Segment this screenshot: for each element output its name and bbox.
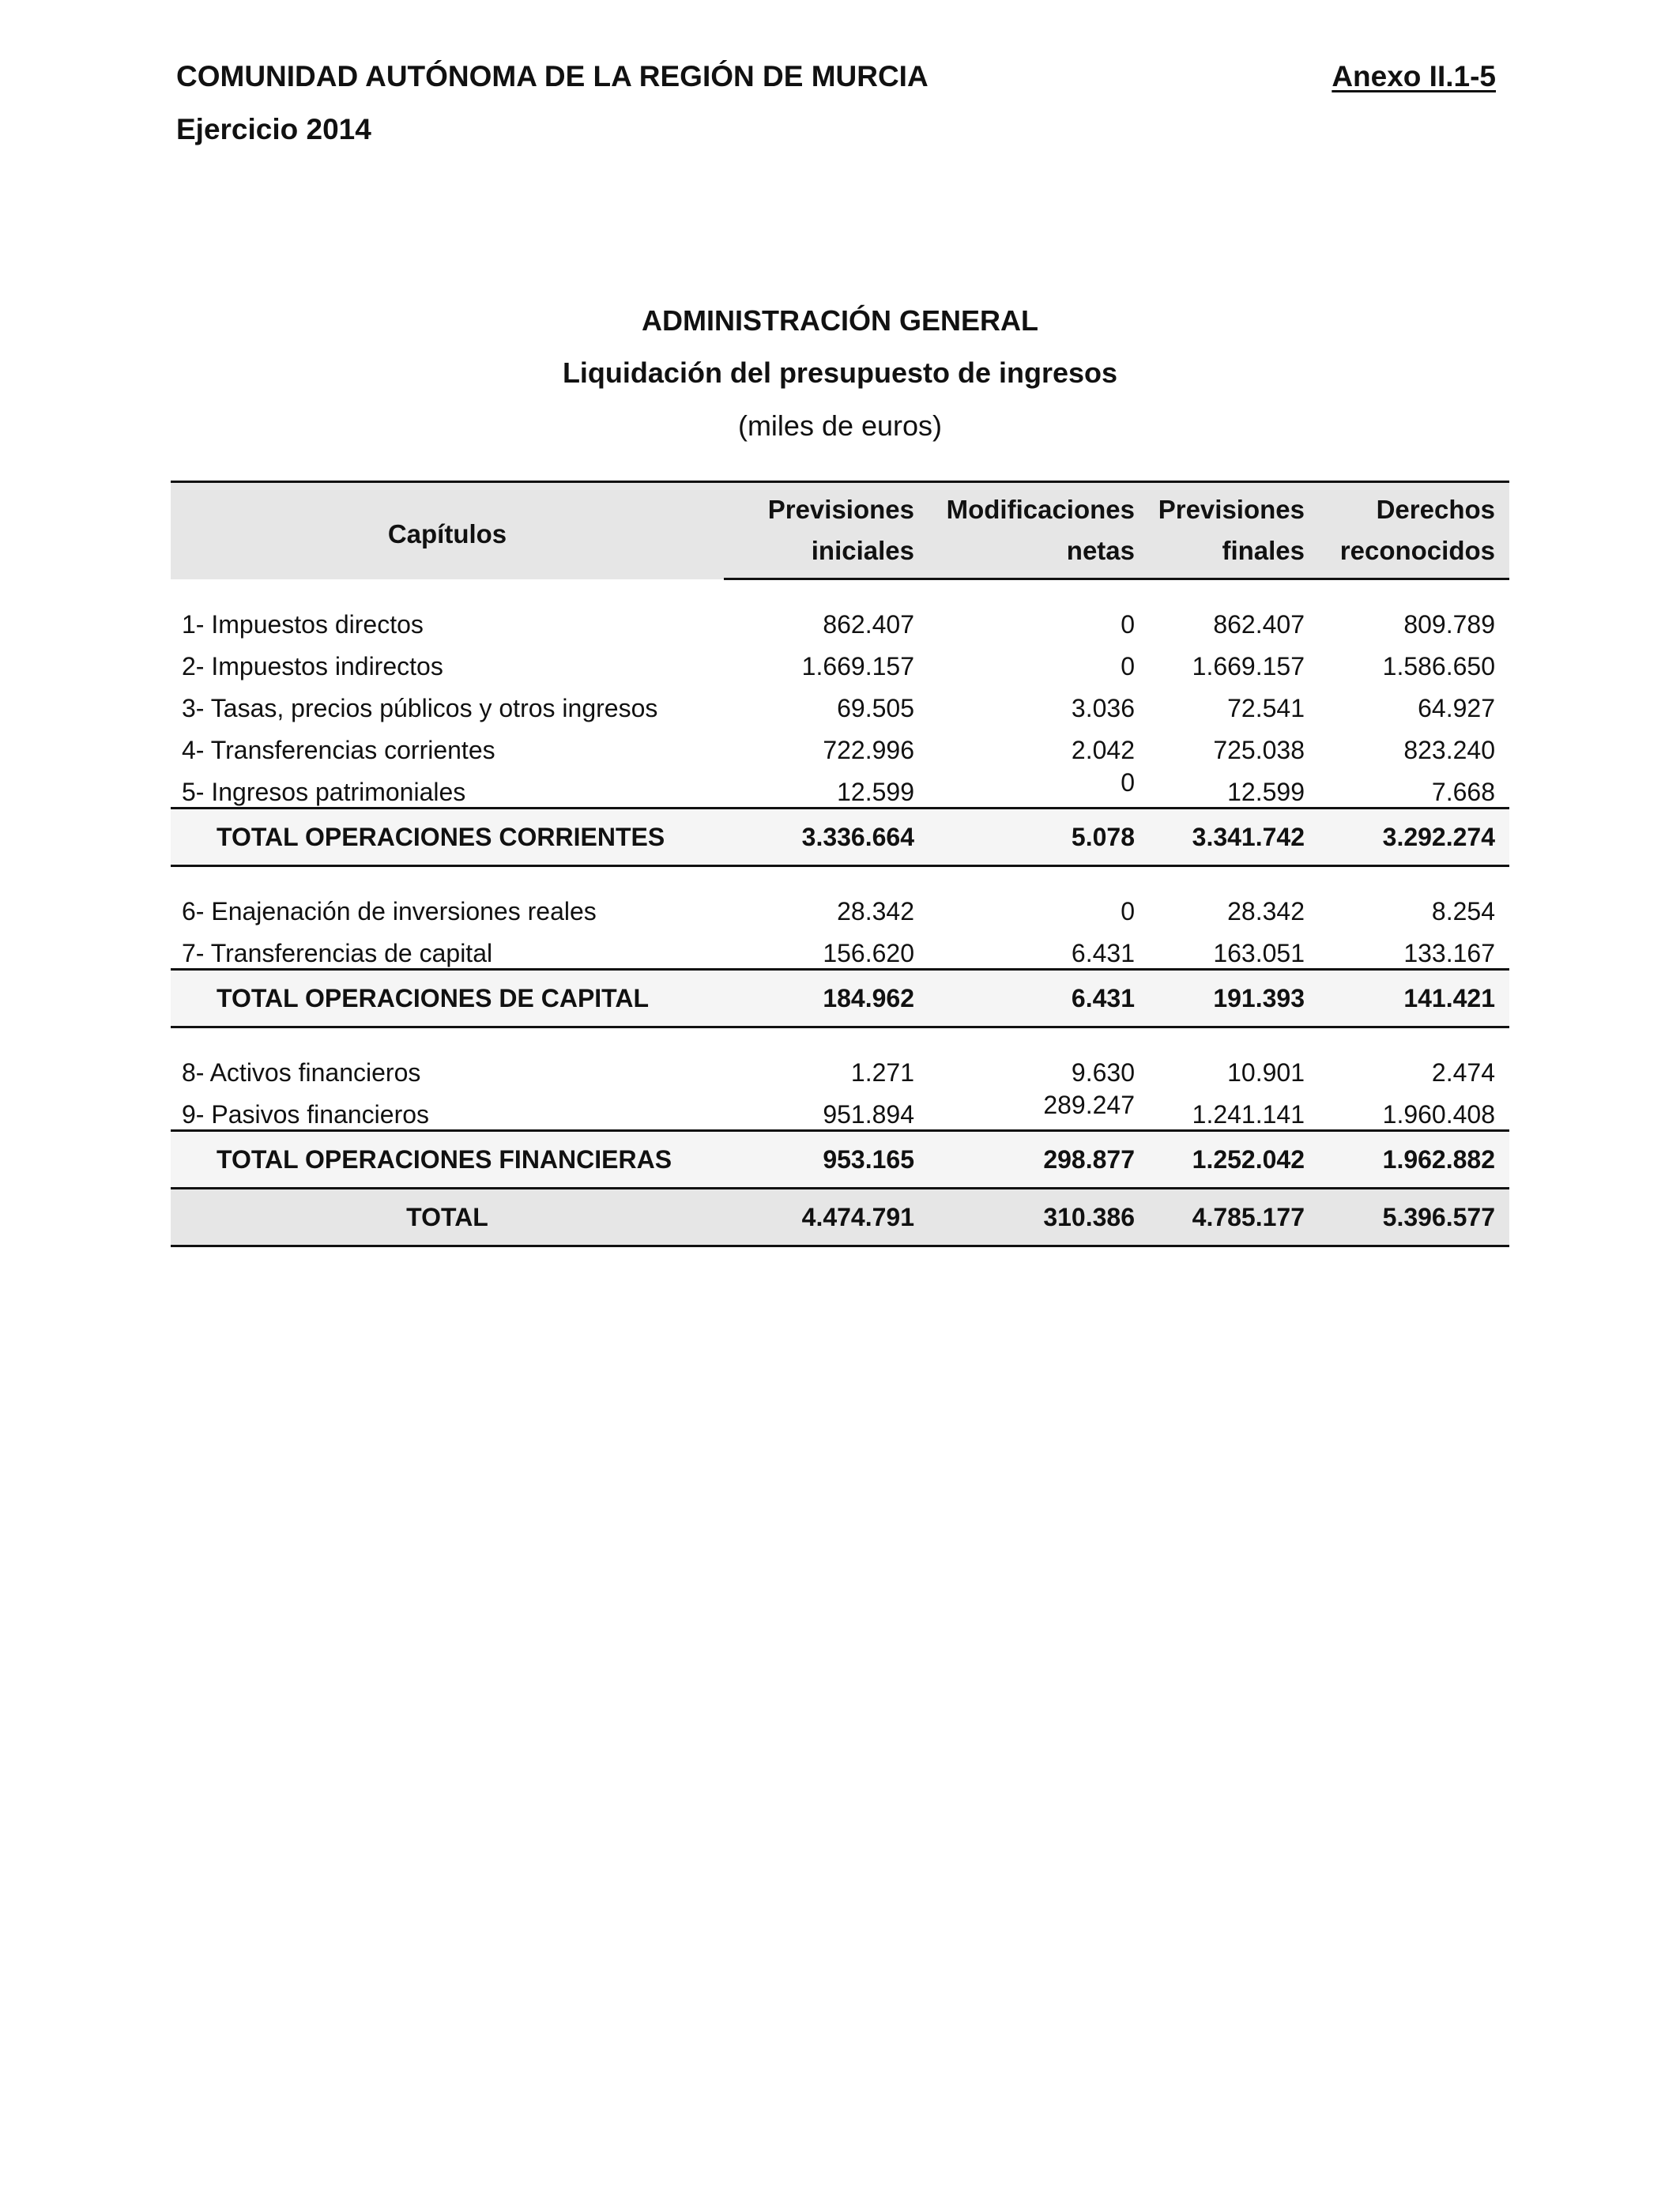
changes-value: 0: [1121, 610, 1135, 639]
initial-value: 3.336.664: [724, 809, 929, 866]
initial-value: 156.620: [823, 939, 914, 967]
subtotal-row-financial: [171, 1131, 1509, 1189]
grand-total-row: [171, 1189, 1509, 1246]
final-value: 1.252.042: [1149, 1131, 1319, 1189]
column-header-changes-line2: netas: [929, 530, 1149, 579]
final-value: 28.342: [1227, 897, 1305, 925]
column-header-final-line2: finales: [1149, 530, 1319, 579]
table-row: [171, 639, 1509, 681]
table-row: [171, 1046, 1509, 1088]
subtotal-row-current: [171, 809, 1509, 866]
column-header-initial: Previsiones: [724, 482, 929, 531]
subtotal-label: TOTAL OPERACIONES FINANCIERAS: [171, 1131, 724, 1189]
table-row: [171, 884, 1509, 926]
column-header-rights-line2: reconocidos: [1319, 530, 1509, 579]
initial-value: 69.505: [837, 694, 914, 722]
chapter-label: 9- Pasivos financieros: [182, 1100, 430, 1129]
changes-value-text: 289.247: [1043, 1091, 1135, 1119]
organization-name: COMUNIDAD AUTÓNOMA DE LA REGIÓN DE MURCIA: [176, 60, 929, 92]
final-value: 163.051: [1213, 939, 1305, 967]
column-header-chapter: Capítulos: [171, 482, 724, 579]
changes-value: 9.630: [1071, 1058, 1135, 1087]
rights-value: 823.240: [1403, 736, 1495, 764]
final-value: 862.407: [1213, 610, 1305, 639]
table-header-row: [171, 482, 1509, 531]
changes-value: 6.431: [929, 970, 1149, 1027]
column-header-initial-line2: iniciales: [724, 530, 929, 579]
initial-value: 28.342: [837, 897, 914, 925]
initial-value: 1.271: [850, 1058, 914, 1087]
revenue-budget-table: [171, 481, 1509, 1247]
rights-value: 1.962.882: [1319, 1131, 1509, 1189]
chapter-label: 5- Ingresos patrimoniales: [182, 778, 466, 806]
chapter-label: 7- Transferencias de capital: [182, 939, 493, 967]
rights-value: 2.474: [1431, 1058, 1495, 1087]
final-value: 725.038: [1213, 736, 1305, 764]
chapter-label: 2- Impuestos indirectos: [182, 652, 443, 680]
table-row: [171, 598, 1509, 639]
final-value: 191.393: [1149, 970, 1319, 1027]
table-row: [171, 765, 1509, 809]
changes-value: 2.042: [1071, 736, 1135, 764]
changes-value: 6.431: [1071, 939, 1135, 967]
changes-value-text: 0: [1121, 768, 1135, 797]
changes-value: 310.386: [929, 1189, 1149, 1246]
rights-value: 64.927: [1418, 694, 1495, 722]
column-header-final: Previsiones: [1149, 482, 1319, 531]
final-value: 4.785.177: [1149, 1189, 1319, 1246]
column-header-rights: Derechos: [1319, 482, 1509, 531]
chapter-label: 4- Transferencias corrientes: [182, 736, 495, 764]
table-row: [171, 926, 1509, 970]
report-subtitle: Liquidación del presupuesto de ingresos: [562, 356, 1118, 389]
chapter-label: 6- Enajenación de inversiones reales: [182, 897, 597, 925]
rights-value: 133.167: [1403, 939, 1495, 967]
initial-value: 862.407: [823, 610, 914, 639]
rights-value: 7.668: [1431, 778, 1495, 806]
changes-value: 0: [1121, 897, 1135, 925]
grand-total-label: TOTAL: [171, 1189, 724, 1246]
final-value: 3.341.742: [1149, 809, 1319, 866]
final-value: 72.541: [1227, 694, 1305, 722]
table-row: [171, 1088, 1509, 1131]
final-value: 1.241.141: [1192, 1100, 1305, 1129]
column-header-changes: Modificaciones: [929, 482, 1149, 531]
changes-value: 0: [1121, 652, 1135, 680]
final-value: 12.599: [1227, 778, 1305, 806]
subtotal-label: TOTAL OPERACIONES CORRIENTES: [171, 809, 724, 866]
changes-value: 5.078: [929, 809, 1149, 866]
annex-label: Anexo II.1-5: [1332, 60, 1496, 92]
report-title: ADMINISTRACIÓN GENERAL: [642, 304, 1038, 337]
subtotal-label: TOTAL OPERACIONES DE CAPITAL: [171, 970, 724, 1027]
final-value: 1.669.157: [1192, 652, 1305, 680]
rights-value: 5.396.577: [1319, 1189, 1509, 1246]
initial-value: 12.599: [837, 778, 914, 806]
initial-value: 953.165: [724, 1131, 929, 1189]
rights-value: 1.586.650: [1382, 652, 1495, 680]
fiscal-year: Ejercicio 2014: [176, 113, 371, 145]
rights-value: 809.789: [1403, 610, 1495, 639]
rights-value: 8.254: [1431, 897, 1495, 925]
changes-value: 3.036: [1071, 694, 1135, 722]
initial-value: 184.962: [724, 970, 929, 1027]
chapter-label: 8- Activos financieros: [182, 1058, 421, 1087]
rights-value: 3.292.274: [1319, 809, 1509, 866]
table-row: [171, 723, 1509, 765]
table-row: [171, 681, 1509, 723]
chapter-label: 3- Tasas, precios públicos y otros ingresos: [182, 694, 658, 722]
subtotal-row-capital: [171, 970, 1509, 1027]
changes-value: 298.877: [929, 1131, 1149, 1189]
initial-value: 4.474.791: [724, 1189, 929, 1246]
changes-value: [929, 1088, 1149, 1131]
initial-value: 1.669.157: [801, 652, 914, 680]
rights-value: 141.421: [1319, 970, 1509, 1027]
initial-value: 951.894: [823, 1100, 914, 1129]
rights-value: 1.960.408: [1382, 1100, 1495, 1129]
initial-value: 722.996: [823, 736, 914, 764]
chapter-label: 1- Impuestos directos: [182, 610, 424, 639]
changes-value: [929, 765, 1149, 809]
final-value: 10.901: [1227, 1058, 1305, 1087]
units-note: (miles de euros): [737, 409, 943, 442]
